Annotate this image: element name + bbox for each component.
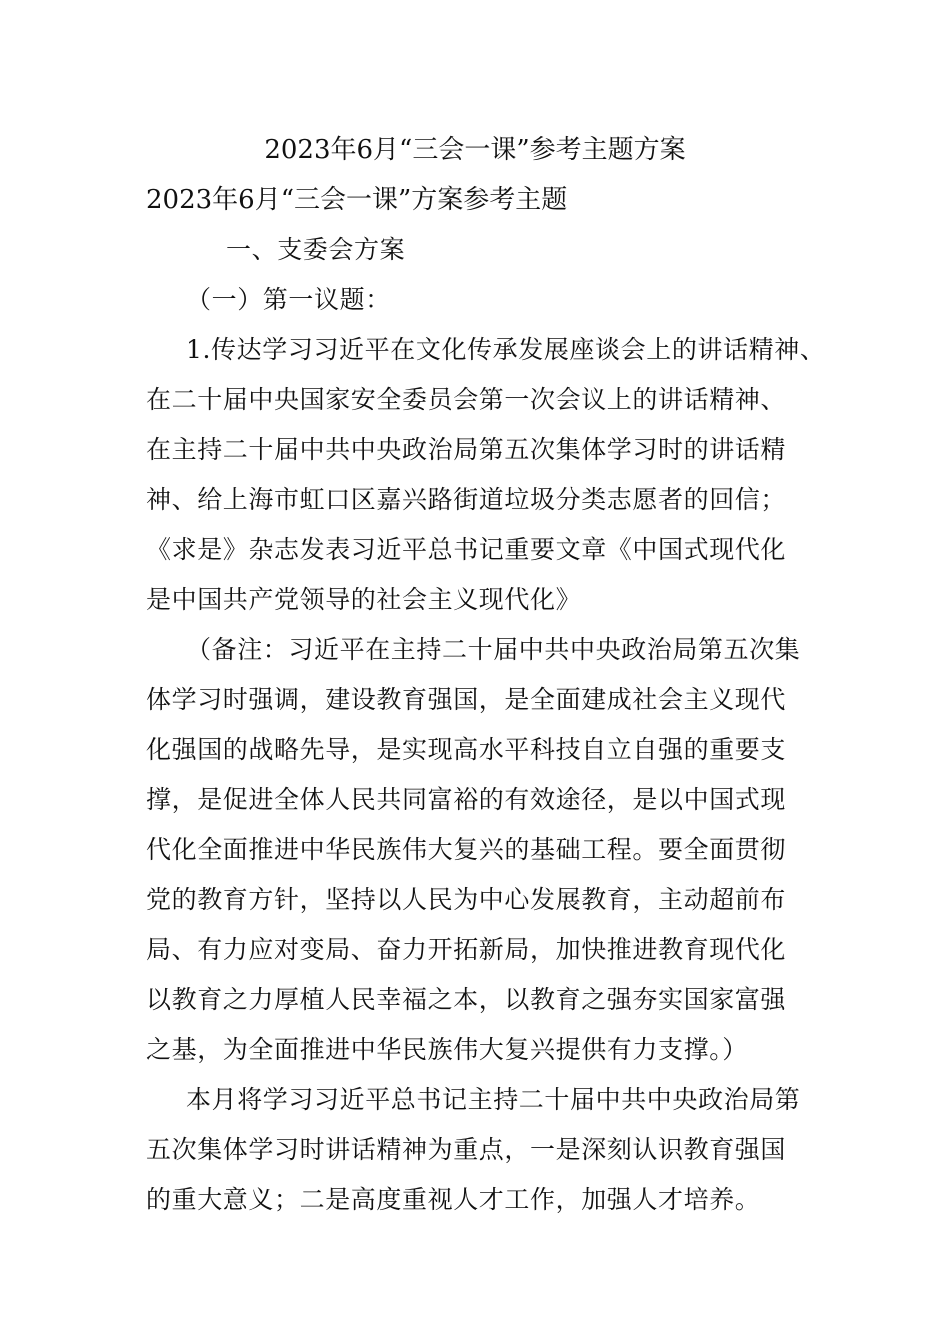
focus-line: 的重大意义；二是高度重视人才工作，加强人才培养。 [146,1185,761,1214]
note-line: 代化全面推进中华民族伟大复兴的基础工程。要全面贯彻 [146,835,787,864]
note-line: 之基，为全面推进中华民族伟大复兴提供有力支撑。） [146,1035,748,1064]
item1-line: 在二十届中央国家安全委员会第一次会议上的讲话精神、 [146,385,787,414]
focus-line: 五次集体学习时讲话精神为重点，一是深刻认识教育强国 [146,1135,787,1164]
note-line: （备注：习近平在主持二十届中共中央政治局第五次集 [186,635,801,664]
note-line: 体学习时强调，建设教育强国，是全面建成社会主义现代 [146,685,787,714]
item1-line: 在主持二十届中共中央政治局第五次集体学习时的讲话精 [146,435,787,464]
item1-line: 神、给上海市虹口区嘉兴路街道垃圾分类志愿者的回信； [146,485,787,514]
note-line: 撑，是促进全体人民共同富裕的有效途径，是以中国式现 [146,785,787,814]
note-line: 局、有力应对变局、奋力开拓新局，加快推进教育现代化 [146,935,787,964]
section-heading: 一、支委会方案 [226,235,406,264]
note-line: 化强国的战略先导，是实现高水平科技自立自强的重要支 [146,735,787,764]
document-title: 2023年6月“三会一课”参考主题方案 [264,135,686,165]
focus-line: 本月将学习习近平总书记主持二十届中共中央政治局第 [186,1085,801,1114]
document-subtitle: 2023年6月“三会一课”方案参考主题 [146,185,568,215]
note-line: 以教育之力厚植人民幸福之本，以教育之强夯实国家富强 [146,985,787,1014]
item1-line: 1.传达学习习近平在文化传承发展座谈会上的讲话精神、 [186,335,826,364]
note-line: 党的教育方针，坚持以人民为中心发展教育，主动超前布 [146,885,787,914]
item1-line: 是中国共产党领导的社会主义现代化》 [146,585,582,614]
subsection-heading: （一）第一议题： [186,285,391,314]
item1-line: 《求是》杂志发表习近平总书记重要文章《中国式现代化 [146,535,787,564]
